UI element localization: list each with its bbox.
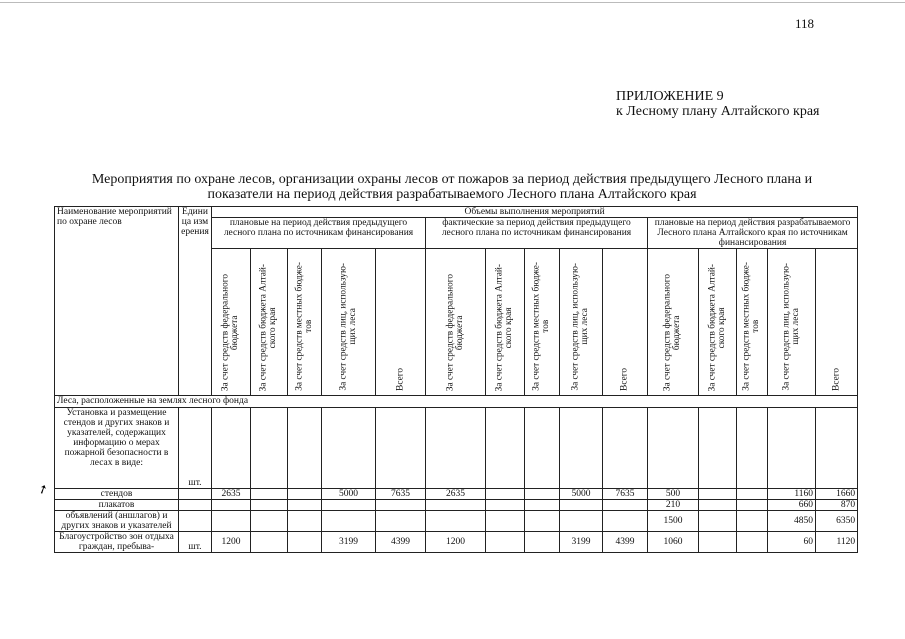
table-row [55,532,858,553]
row-unit [179,511,212,532]
row-value [737,500,768,511]
row-value: 4850 [768,511,816,532]
subheader-users [560,249,603,396]
page-number: 118 [795,16,815,31]
subheader-total [376,249,426,396]
row-value: 1060 [648,532,699,553]
row-unit [179,500,212,511]
row-value [322,500,376,511]
title-line2: показатели на период действия разрабатываемого Лесного плана Алтайского края [207,187,697,202]
row-value [525,511,560,532]
header-unit: Единица измерения [179,207,212,396]
subheader-users [322,249,376,396]
subheader-regional [251,249,288,396]
table-body [55,408,858,553]
table-row [55,500,858,511]
row-name: плакатов [55,500,179,511]
section-label: Леса, расположенные на землях лесного фонда [55,396,858,408]
row-value [322,408,376,489]
subheader-total [816,249,858,396]
subheader-federal [648,249,699,396]
row-value: 4399 [376,532,426,553]
row-value: 1660 [816,489,858,500]
row-value [376,511,426,532]
row-value [212,500,251,511]
row-value [288,408,322,489]
row-name: Установка и размещение стендов и других знаков и указателей, содержащих информацию о мерах пожарной безопасности в лесах в виде: [55,408,179,489]
row-value [525,500,560,511]
row-name: объявлений (аншлагов) и других знаков и указателей [55,511,179,532]
subheader-label: За счет средств федерального бюджета [662,273,682,391]
subheader-label: За счет средств федерального бюджета [220,273,240,391]
subheader-label: За счет средств бюджета Алтай- ского края [707,263,727,391]
row-unit [179,489,212,500]
subheader-label: За счет средств лиц, использую- щих леса [570,263,590,391]
row-value [426,500,486,511]
row-value [486,500,525,511]
title-line1: Мероприятия по охране лесов, организации охраны лесов от пожаров за период действия предыдущего Лесного плана и [91,172,813,187]
row-unit: шт. [179,532,212,553]
row-value [288,511,322,532]
subheader-regional [486,249,525,396]
row-value [251,532,288,553]
row-value: 2635 [426,489,486,500]
subheader-label: За счет средств местных бюдже- тов [741,262,761,391]
row-value [603,511,648,532]
row-value [603,408,648,489]
row-value [288,489,322,500]
table-row [55,408,858,489]
measures-table [54,206,858,553]
subheader-label: За счет средств бюджета Алтай- ского края [258,263,278,391]
row-value [737,532,768,553]
row-value [486,532,525,553]
document-title [44,172,860,202]
row-value [486,511,525,532]
subheader-label: За счет средств бюджета Алтай- ского края [494,263,514,391]
row-value [486,489,525,500]
row-value [737,408,768,489]
appendix-line1: ПРИЛОЖЕНИЕ 9 [616,89,724,104]
row-value [525,489,560,500]
row-value: 1200 [212,532,251,553]
row-value: 3199 [322,532,376,553]
row-value [560,500,603,511]
row-value: 7635 [376,489,426,500]
row-value: 1160 [768,489,816,500]
row-value [560,408,603,489]
row-value [251,511,288,532]
row-value [699,500,737,511]
row-value: 1120 [816,532,858,553]
row-value [525,408,560,489]
scan-edge [0,2,905,3]
row-value: 210 [648,500,699,511]
row-value [251,500,288,511]
row-value [737,511,768,532]
appendix-heading [616,89,820,119]
row-value [376,500,426,511]
header-group-planned-prev: плановые на период действия предыдущего лесного плана по источникам финансирования [212,218,426,249]
header-name: Наименование мероприятий по охране лесов [55,207,179,396]
row-value: 660 [768,500,816,511]
subheader-regional [699,249,737,396]
table-row [55,489,858,500]
subheader-label: За счет средств лиц, использую- щих леса [338,263,358,391]
row-value [212,408,251,489]
row-name: стендов [55,489,179,500]
row-value [560,511,603,532]
row-value [212,511,251,532]
row-value [426,511,486,532]
table-row [55,511,858,532]
row-value [768,408,816,489]
row-value [648,408,699,489]
row-value [322,511,376,532]
row-value: 60 [768,532,816,553]
row-value [737,489,768,500]
row-value [699,408,737,489]
subheader-label: Всего [830,368,841,391]
row-value [288,532,322,553]
subheader-label: Всего [394,368,405,391]
subheader-local [288,249,322,396]
row-value [525,532,560,553]
header-group-actual-prev: фактические за период действия предыдущего лесного плана по источникам финансирования [426,218,648,249]
subheader-federal [212,249,251,396]
subheader-total [603,249,648,396]
subheader-label: За счет средств местных бюдже- тов [294,262,314,391]
row-value: 2635 [212,489,251,500]
subheader-label: Всего [619,368,630,391]
row-value: 3199 [560,532,603,553]
row-unit: шт. [179,408,212,489]
row-value [251,408,288,489]
row-value [251,489,288,500]
appendix-line2: к Лесному плану Алтайского края [616,104,820,119]
row-value: 1500 [648,511,699,532]
row-value [816,408,858,489]
row-name: Благоустройство зон отдыха граждан, пребыва- [55,532,179,553]
row-value: 5000 [322,489,376,500]
subheader-label: За счет средств лиц, использую- щих леса [781,263,801,391]
pen-mark-icon: ➚ [35,480,51,498]
row-value [376,408,426,489]
subheader-federal [426,249,486,396]
row-value [426,408,486,489]
header-group-planned-new: плановые на период действия разрабатываемого Лесного плана Алтайского края по источникам финансирования [648,218,858,249]
row-value: 6350 [816,511,858,532]
row-value: 4399 [603,532,648,553]
row-value: 1200 [426,532,486,553]
row-value [486,408,525,489]
row-value [699,489,737,500]
subheader-local [737,249,768,396]
row-value: 500 [648,489,699,500]
header-volumes: Объемы выполнения мероприятий [212,207,858,218]
row-value: 5000 [560,489,603,500]
row-value [603,500,648,511]
subheader-users [768,249,816,396]
row-value [288,500,322,511]
row-value [699,511,737,532]
row-value: 870 [816,500,858,511]
subheader-label: За счет средств федерального бюджета [445,273,465,391]
subheader-label: За счет средств местных бюдже- тов [531,262,551,391]
subheader-local [525,249,560,396]
row-value: 7635 [603,489,648,500]
row-value [699,532,737,553]
